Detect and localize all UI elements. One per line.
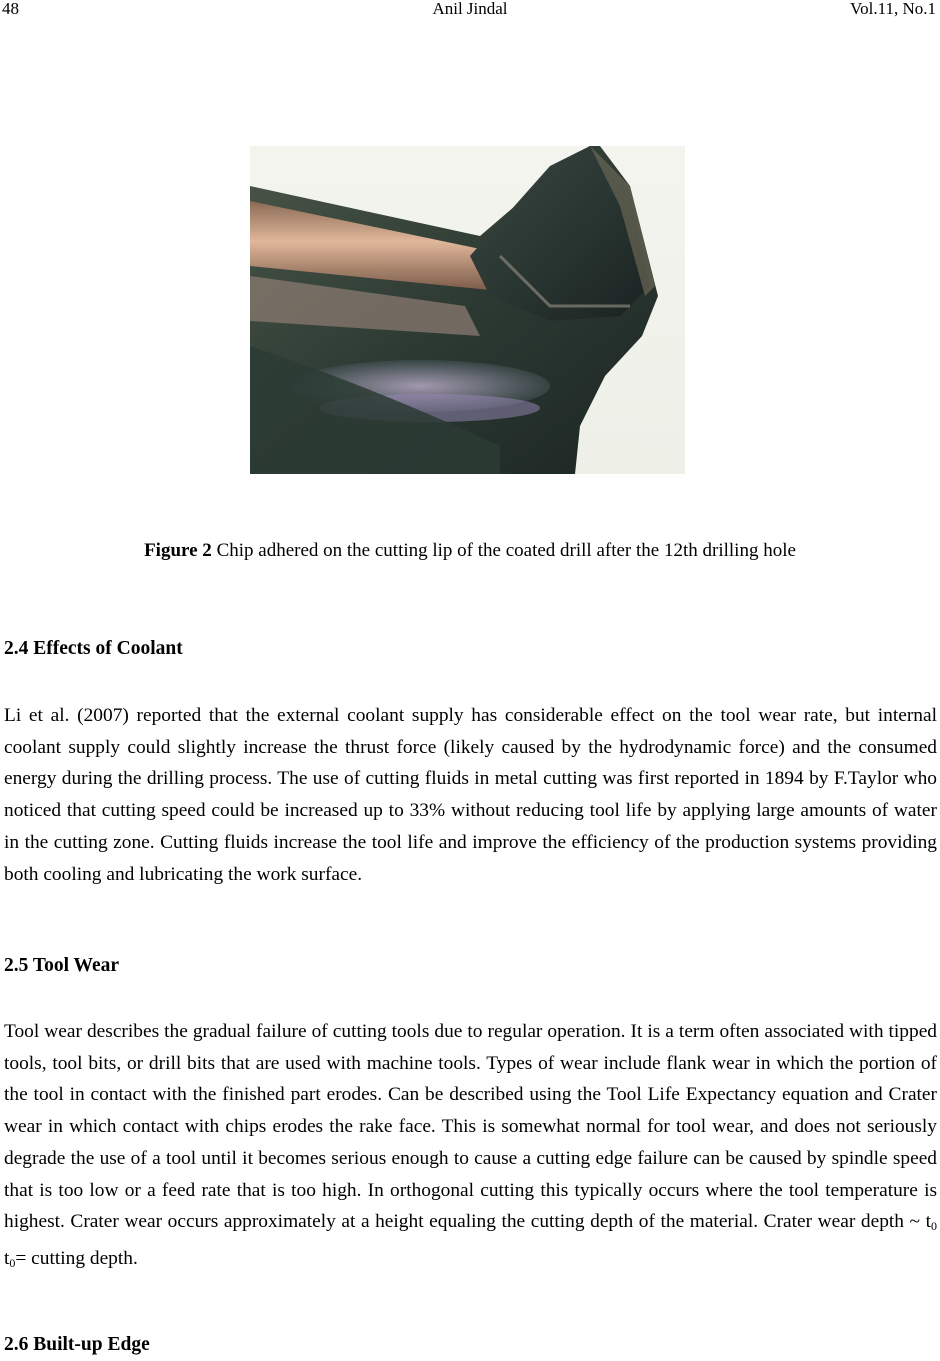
subscript-zero: 0 xyxy=(9,1255,16,1270)
figure-caption xyxy=(0,540,940,562)
header-author: Anil Jindal xyxy=(432,0,508,18)
figure-label: Figure 2 xyxy=(144,540,212,561)
section-heading-built-up-edge: 2.6 Built-up Edge xyxy=(4,1334,150,1355)
figure-caption-text: Chip adhered on the cutting lip of the coated drill after the 12th drilling hole xyxy=(211,540,796,561)
subscript-zero: 0 xyxy=(931,1219,937,1234)
tool-wear-text: Tool wear describes the gradual failure of cutting tools due to regular operation. It is a term often associated with tipped tools, tool bits, or drill bits that are used with machine tools. Types of wear include flank wear in which the portion of the tool in contact with the finished part erodes. Can be described using the Tool Life Expectancy equation and Crater wear in which contact with chips erodes the rake face. This is somewhat normal for tool wear, and does not seriously degrade the use of a tool until it becomes serious enough to cause a cutting edge failure can be caused by spindle speed that is too low or a feed rate that is too high. In orthogonal cutting this typically occurs where the tool temperature is highest. Crater wear occurs approximately at a height equaling the cutting depth of the material. Crater wear depth ~ t xyxy=(4,1021,937,1233)
tool-wear-tail: = cutting depth. xyxy=(15,1247,138,1269)
drill-photo xyxy=(250,146,685,474)
section-heading-coolant: 2.4 Effects of Coolant xyxy=(4,638,183,659)
tool-wear-between: t xyxy=(4,1247,10,1269)
header-volume: Vol.11, No.1 xyxy=(850,0,936,18)
paragraph-tool-wear xyxy=(4,1016,937,1280)
paragraph-coolant: Li et al. (2007) reported that the external coolant supply has considerable effect on the tool wear rate, but internal coolant supply could slightly increase the thrust force (likely caused by the hydrodynamic force) and the consumed energy during the drilling process. The use of cutting fluids in metal cutting was first reported in 1894 by F.Taylor who noticed that cutting speed could be increased up to 33% without reducing tool life by applying large amounts of water in the cutting zone. Cutting fluids increase the tool life and improve the efficiency of the production systems providing both cooling and lubricating the work surface. xyxy=(4,705,937,885)
running-header xyxy=(0,0,940,22)
page-number: 48 xyxy=(2,0,19,18)
section-heading-tool-wear: 2.5 Tool Wear xyxy=(4,955,120,976)
